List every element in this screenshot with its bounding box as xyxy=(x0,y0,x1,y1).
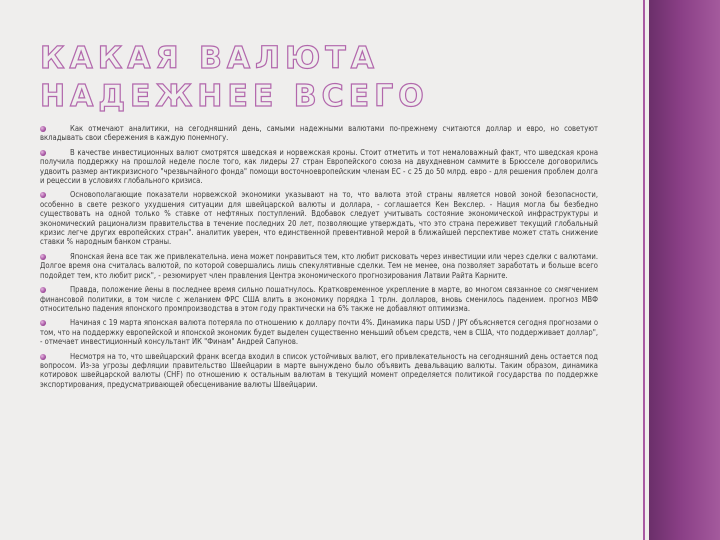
bullet-icon xyxy=(40,150,46,156)
paragraph-1 xyxy=(40,124,598,143)
paragraph-3 xyxy=(40,190,598,246)
paragraph-4 xyxy=(40,252,598,280)
paragraph-text: Правда, положение йены в последнее время сильно пошатнулось. Кратковременное укрепление в марте, во многом связанное со смягчением финансовой политики, в том числе с желанием ФРС США влить в экономику порядка 1 трлн. долларов, вновь сменилось падением. прогноз МВФ относительно падения японского промпроизводства в этом году практически на 6% также не добавляют оптимизма. xyxy=(40,285,598,313)
paragraph-text: Как отмечают аналитики, на сегодняшний день, самыми надежными валютами по-прежнему считаются доллар и евро, но советуют вкладывать свои сбережения в каждую понемногу. xyxy=(40,124,598,143)
bullet-icon xyxy=(40,254,46,260)
paragraph-text: Начиная с 19 марта японская валюта потеряла по отношению к доллару почти 4%. Динамика пары USD / JPY объясняется сегодня прогнозами о том, что на поддержку европейской и японской экономик будет выделен существенно меньший объем средств, чем в США, что поддерживает доллар", - отмечает инвестиционный консультант ИК "Финам" Андрей Сапунов. xyxy=(40,318,598,347)
side-divider-line xyxy=(643,0,645,540)
paragraph-text: Несмотря на то, что швейцарский франк всегда входил в список устойчивых валют, его привлекательность на сегодняшний день остается под вопросом. Из-за угрозы дефляции правительство Швейцарии в марте вынуждено было объявить девальвацию валюты. Таким образом, динамика котировок швейцарской валюты (CHF) по отношению к остальным валютам в текущий момент определяется политикой государства по поддержке экспортирования, предусматривающей обесценивание валюты Швейцарии. xyxy=(40,351,598,389)
paragraph-text: В качестве инвестиционных валют смотрятся шведская и норвежская кроны. Стоит отметить и тот немаловажный факт, что шведская крона получила поддержку на прошлой неделе после того, как лидеры 27 стран Европейского союза на двухдневном саммите в Брюсселе договорились удвоить размер антикризисного "чрезвычайного фонда" помощи восточноевропейским членам ЕС - с 25 до 50 млрд. евро - для решения проблем долга и рецессии в условиях глобального кризиса. xyxy=(40,147,598,186)
paragraph-text: Основополагающие показатели норвежской экономики указывают на то, что валюта этой страны является новой зоной безопасности, особенно в свете резкого ухудшения ситуации для швейцарской валюты и доллара, - соглашается Кен Векслер. - Нация могла бы безбедно существовать на одной только % ставке от нефтяных поступлений. Вдобавок следует учитывать состояние экономической инфраструктуры и экономический рационализм правительства в течение последних 20 лет, позволяющие утверждать, что это страна переживет текущий глобальный кризис легче других европейских стран". аналитик уверен, что единственной превентивной мерой в ближайшей перспективе может стать снижение ставки % народным банком страны. xyxy=(40,190,598,247)
slide-content xyxy=(40,124,598,394)
paragraph-7 xyxy=(40,352,598,390)
paragraph-2 xyxy=(40,148,598,186)
paragraph-text: Японская йена все так же привлекательна. иена может понравиться тем, кто любит рисковать через инвестиции или через сделки с валютами. Долгое время она считалась валютой, по которой совершались лишь спекулятивные сделки. Тем не менее, она позволяет заработать и больше всего подойдет тем, кто любит риск", - резюмирует член правления Центра экономического прогнозирования Латвии Райта Карните. xyxy=(40,251,598,280)
bullet-icon xyxy=(40,126,46,132)
paragraph-6 xyxy=(40,318,598,346)
bullet-icon xyxy=(40,354,46,360)
slide-title: КАКАЯ ВАЛЮТА НАДЕЖНЕЕ ВСЕГО xyxy=(40,41,429,114)
paragraph-5 xyxy=(40,285,598,313)
side-decorative-panel xyxy=(649,0,720,540)
